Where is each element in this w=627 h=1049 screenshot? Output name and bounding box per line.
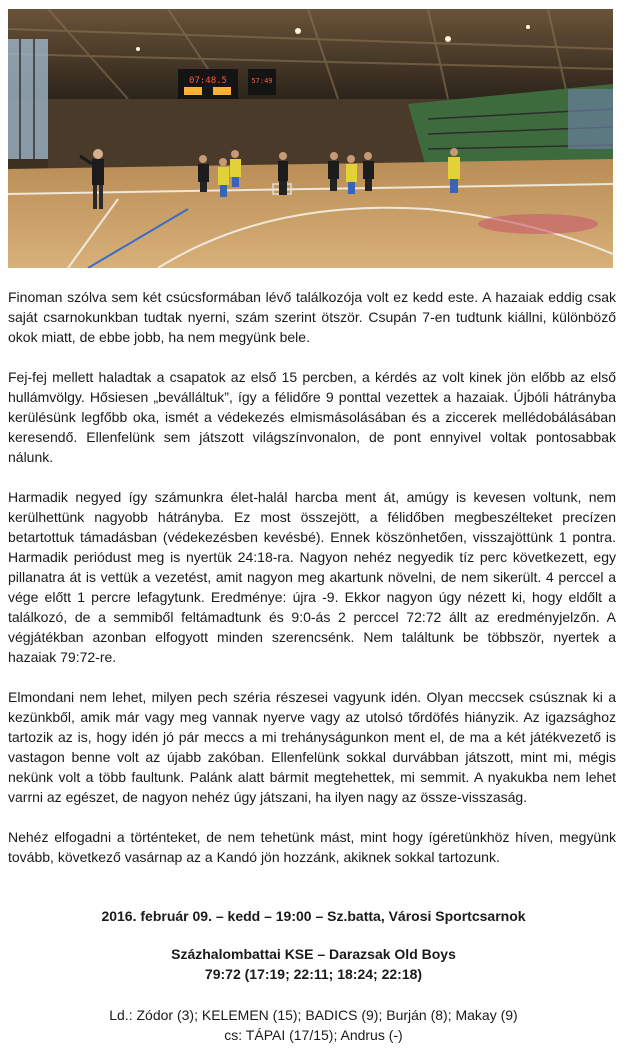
article-paragraph-3: Harmadik negyed így számunkra élet-halál harcba ment át, amúgy is kevesen voltunk, nem kerülhettünk nagyobb hátrányba. Ez most összejött, a félidőben megbeszélteket precízen betartottuk támadásban (védekezésben kevésbé). Ennek köszönhetően, visszajöttünk 1 pontra. Harmadik periódust meg is nyertük 24:18-ra. Nagyon nehéz negyedik tíz perc következett, egy pillanatra át is vettük a vezetést, amit nagyon meg akartunk növelni, de nem sikerült. 4 perccel a vége előtt 1 percre lefagytunk. Eredménye: újra -9. Ekkor nagyon úgy nézett ki, hogy eldőlt a találkozó, de a semmiből feltámadtunk és 9:0-ás 2 perccel 72:72 állt az eredményjelzőn. A végjátékban azonban elfogyott minden szerencsénk. Nem találtunk be többször, nyertek a hazaiak 79:72-re. — [8, 489, 616, 665]
match-score: 79:72 (17:19; 22:11; 18:24; 22:18) — [204, 966, 423, 982]
match-date-line: 2016. február 09. – kedd – 19:00 – Sz.batta, Városi Sportcsarnok — [101, 908, 526, 924]
article-paragraph-2: Fej-fej mellett haladtak a csapatok az első 15 percben, a kérdés az volt kinek jön előbb az első hullámvölgy. Hősiesen „beválláltuk”, így a félidőre 9 ponttal vezettek a hazaiak. Újbóli hátrányba kerülésünk legfőbb oka, ismét a védekezés elmismásolásában és a ziccerek mellédobálásában keresendő. Ellenfelünk sem játszott világszínvonalon, de pont ennyivel voltak pontosabbak nálunk. — [8, 369, 616, 465]
article-paragraph-1: Finoman szólva sem két csúcsformában lévő találkozója volt ez kedd este. A hazaiak eddig csak saját csarnokunkban tudtak nyerni, szám szerint ötször. Csupán 7-en tudtunk kiállni, különböző okok miatt, de ebbe jobb, ha nem megyünk bele. — [8, 289, 616, 345]
match-subs: cs: TÁPAI (17/15); Andrus (-) — [224, 1027, 403, 1043]
article-paragraph-5: Nehéz elfogadni a történteket, de nem tehetünk mást, mint hogy ígéretünkhöz híven, megyünk tovább, következő vasárnap az a Kandó jön hozzánk, akiknek sokkal tartozunk. — [8, 829, 616, 865]
basketball-game-photo — [8, 9, 613, 268]
article-paragraph-4: Elmondani nem lehet, milyen pech széria részesei vagyunk idén. Olyan meccsek csúsznak ki a kezünkből, amik már vagy meg vannak nyerve vagy az utolsó tőrdöfés hiányzik. Az igazsághoz tartozik az is, hogy idén jó pár meccs a mi trehányságunkon ment el, de ma a két játékvezető is vastagon benne volt az újabb zakóban. Ellenfelünk sokkal durvábban játszott, mint mi, mégis nekünk volt a több faultunk. Palánk alatt bármit megtehettek, mi semmit. A nyakukba nem lehet varrni az egészet, de nagyon nehéz úgy játszani, ha ilyen nagy az össze-visszaság. — [8, 689, 616, 805]
article-body — [8, 287, 616, 887]
match-players: Ld.: Zódor (3); KELEMEN (15); BADICS (9); Burján (8); Makay (9) — [109, 1007, 518, 1023]
scoreboard-right-text: 57:49 — [251, 77, 273, 85]
scoreboard-left-text: 07:48.5 — [189, 76, 227, 86]
match-teams: Százhalombattai KSE – Darazsak Old Boys — [171, 946, 456, 962]
